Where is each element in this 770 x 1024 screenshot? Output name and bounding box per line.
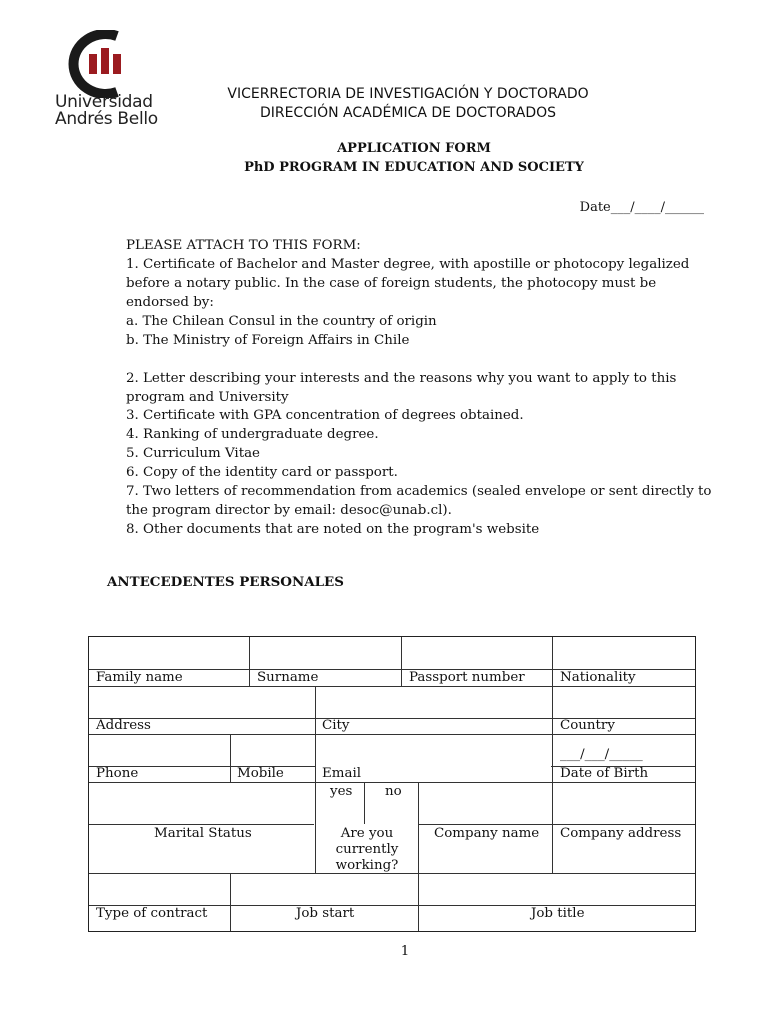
personal-data-table — [88, 636, 696, 932]
phone-input[interactable] — [89, 735, 230, 766]
marital-status-input[interactable] — [89, 783, 315, 824]
currently-working-line2: currently — [335, 842, 399, 857]
attach-line: program and University — [126, 390, 289, 405]
job-start-label: Job start — [296, 906, 355, 921]
city-label: City — [322, 718, 350, 733]
job-title-label: Job title — [531, 906, 585, 921]
date-of-birth-label: Date of Birth — [560, 766, 649, 781]
job-start-input[interactable] — [231, 874, 418, 905]
attach-line: 7. Two letters of recommendation from academics (sealed envelope or sent directly to — [126, 484, 712, 499]
company-name-label: Company name — [434, 826, 540, 841]
form-title: APPLICATION FORM — [337, 141, 491, 156]
address-label: Address — [96, 718, 151, 733]
attach-line: before a notary public. In the case of foreign students, the photocopy must be — [126, 276, 657, 291]
attach-intro: PLEASE ATTACH TO THIS FORM: — [126, 238, 361, 253]
attach-line: 6. Copy of the identity card or passport. — [126, 465, 398, 480]
family-name-label: Family name — [96, 670, 183, 685]
company-name-input[interactable] — [419, 783, 552, 824]
email-label: Email — [322, 766, 362, 781]
dob-blank[interactable]: ___/___/_____ — [560, 747, 643, 762]
program-title: PhD PROGRAM IN EDUCATION AND SOCIETY — [244, 160, 584, 175]
logo-text-line2: Andrés Bello — [55, 109, 158, 129]
phone-label: Phone — [96, 766, 139, 781]
row-divider — [551, 824, 695, 825]
mobile-input[interactable] — [231, 735, 315, 766]
attach-line: 8. Other documents that are noted on the program's website — [126, 522, 540, 537]
attach-line: 1. Certificate of Bachelor and Master degree, with apostille or photocopy legalized — [126, 257, 690, 272]
address-input[interactable] — [89, 687, 315, 718]
attach-line: 4. Ranking of undergraduate degree. — [126, 427, 379, 442]
surname-label: Surname — [257, 670, 319, 685]
no-label: no — [385, 784, 402, 799]
job-title-input[interactable] — [419, 874, 695, 905]
surname-input[interactable] — [250, 637, 401, 669]
page-number: 1 — [400, 944, 410, 959]
logo-text-line1: Universidad — [55, 92, 153, 112]
row-divider — [89, 824, 314, 825]
currently-working-line3: working? — [335, 858, 399, 873]
passport-number-input[interactable] — [402, 637, 552, 669]
attach-line: the program director by email: desoc@unab.cl). — [126, 503, 452, 518]
date-field[interactable]: Date___/____/______ — [579, 200, 704, 215]
country-label: Country — [560, 718, 615, 733]
col-divider — [552, 734, 553, 782]
attach-line: 2. Letter describing your interests and the reasons why you want to apply to this — [126, 371, 677, 386]
attach-line: a. The Chilean Consul in the country of origin — [126, 314, 437, 329]
attach-line: 5. Curriculum Vitae — [126, 446, 260, 461]
currently-working-label — [315, 826, 419, 874]
yes-label: yes — [330, 784, 353, 799]
section-title: ANTECEDENTES PERSONALES — [107, 574, 344, 590]
passport-number-label: Passport number — [409, 670, 525, 685]
type-of-contract-label: Type of contract — [96, 906, 208, 921]
country-input[interactable] — [553, 687, 695, 718]
city-input[interactable] — [316, 687, 552, 718]
nationality-input[interactable] — [553, 637, 695, 669]
nationality-label: Nationality — [560, 670, 636, 685]
company-address-input[interactable] — [553, 783, 695, 824]
row-divider — [418, 824, 552, 825]
attach-line: b. The Ministry of Foreign Affairs in Chile — [126, 333, 410, 348]
type-of-contract-input[interactable] — [89, 874, 230, 905]
marital-status-label: Marital Status — [154, 826, 252, 841]
email-input[interactable] — [316, 735, 552, 766]
attach-line: endorsed by: — [126, 295, 214, 310]
header-line2: DIRECCIÓN ACADÉMICA DE DOCTORADOS — [259, 105, 557, 121]
attach-line: 3. Certificate with GPA concentration of degrees obtained. — [126, 408, 524, 423]
family-name-input[interactable] — [89, 637, 249, 669]
header-line1: VICERRECTORIA DE INVESTIGACIÓN Y DOCTORADO — [227, 86, 589, 102]
currently-working-line1: Are you — [340, 826, 394, 841]
company-address-label: Company address — [560, 826, 682, 841]
mobile-label: Mobile — [237, 766, 284, 781]
